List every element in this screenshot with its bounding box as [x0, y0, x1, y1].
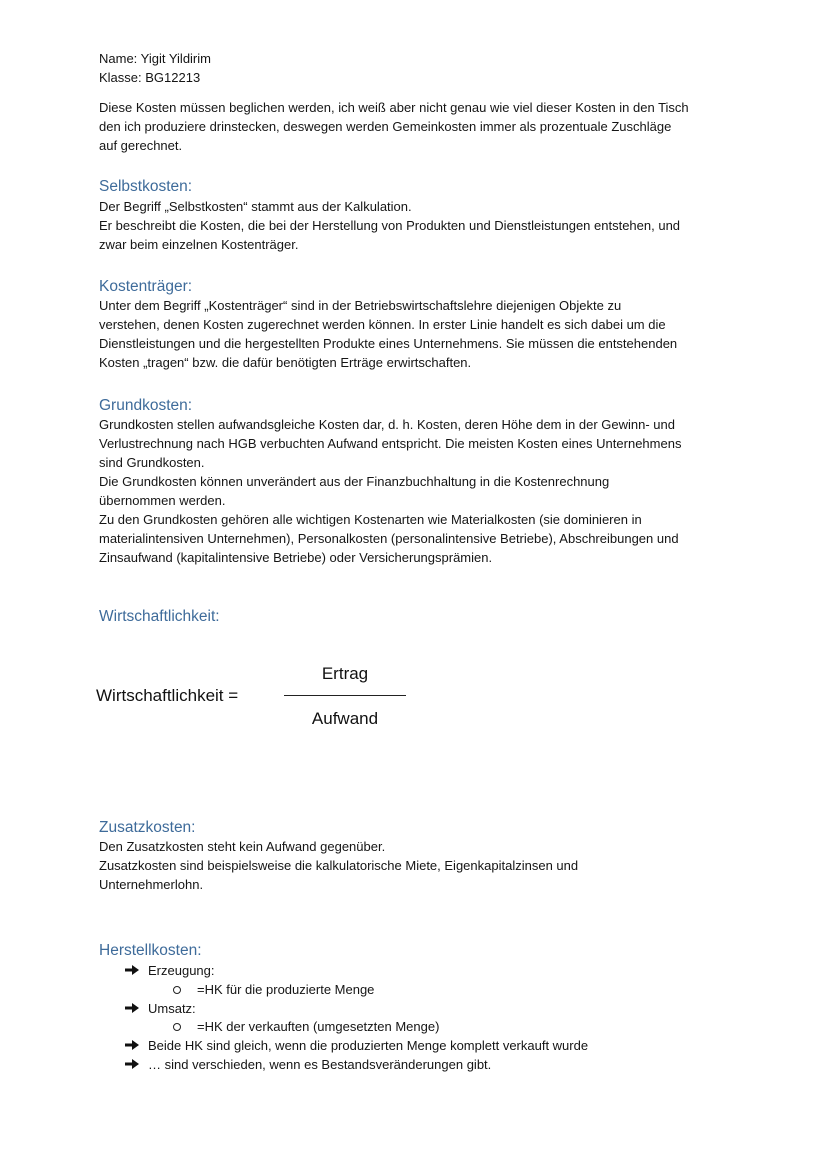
heading-wirtschaftlichkeit: Wirtschaftlichkeit:: [99, 608, 220, 625]
hollow-circle-icon: [173, 986, 181, 994]
list-item: Beide HK sind gleich, wenn die produzierten Menge komplett verkauft wurde: [148, 1038, 589, 1053]
student-name: Name: Yigit Yildirim: [99, 51, 211, 66]
fraction-bar: [284, 695, 406, 696]
right-arrow-icon: [124, 1002, 140, 1014]
formula-lhs: Wirtschaftlichkeit =: [96, 686, 239, 705]
heading-herstellkosten: Herstellkosten:: [99, 942, 202, 959]
grundkosten-line: übernommen werden.: [99, 493, 226, 508]
grundkosten-line: Grundkosten stellen aufwandsgleiche Kosten dar, d. h. Kosten, deren Höhe dem in der Gewinn- und: [99, 417, 675, 432]
intro-line: Diese Kosten müssen beglichen werden, ich weiß aber nicht genau wie viel dieser Kosten in den Tisch: [99, 100, 689, 115]
grundkosten-line: Zu den Grundkosten gehören alle wichtigen Kostenarten wie Materialkosten (sie dominieren in: [99, 512, 642, 527]
selbstkosten-line: Der Begriff „Selbstkosten“ stammt aus der Kalkulation.: [99, 199, 412, 214]
list-item: Umsatz:: [148, 1001, 196, 1016]
sub-list-item: =HK der verkauften (umgesetzten Menge): [197, 1019, 440, 1034]
grundkosten-line: Verlustrechnung nach HGB verbuchten Aufwand entspricht. Die meisten Kosten eines Unternehmens: [99, 436, 682, 451]
kostentraeger-line: Kosten „tragen“ bzw. die dafür benötigten Erträge erwirtschaften.: [99, 355, 472, 370]
intro-line: auf gerechnet.: [99, 138, 183, 153]
hollow-circle-icon: [173, 1023, 181, 1031]
list-item: Erzeugung:: [148, 963, 215, 978]
selbstkosten-line: Er beschreibt die Kosten, die bei der Herstellung von Produkten und Dienstleistungen entstehen, und: [99, 218, 681, 233]
heading-kostentraeger: Kostenträger:: [99, 278, 193, 295]
grundkosten-line: Die Grundkosten können unverändert aus der Finanzbuchhaltung in die Kostenrechnung: [99, 474, 610, 489]
zusatzkosten-line: Zusatzkosten sind beispielsweise die kalkulatorische Miete, Eigenkapitalzinsen und: [99, 858, 579, 873]
kostentraeger-line: verstehen, denen Kosten zugerechnet werden können. In erster Linie handelt es sich dabei um die: [99, 317, 666, 332]
heading-grundkosten: Grundkosten:: [99, 397, 193, 414]
formula-numerator: Ertrag: [321, 664, 369, 683]
kostentraeger-line: Unter dem Begriff „Kostenträger“ sind in der Betriebswirtschaftslehre diejenigen Objekte zu: [99, 298, 622, 313]
heading-selbstkosten: Selbstkosten:: [99, 178, 193, 195]
kostentraeger-line: Dienstleistungen und die hergestellten Produkte eines Unternehmens. Sie müssen die entstehenden: [99, 336, 678, 351]
formula-denominator: Aufwand: [311, 709, 379, 728]
grundkosten-line: Zinsaufwand (kapitalintensive Betriebe) oder Versicherungsprämien.: [99, 550, 493, 565]
right-arrow-icon: [124, 1039, 140, 1051]
heading-zusatzkosten: Zusatzkosten:: [99, 819, 196, 836]
list-item: … sind verschieden, wenn es Bestandsveränderungen gibt.: [148, 1057, 492, 1072]
selbstkosten-line: zwar beim einzelnen Kostenträger.: [99, 237, 299, 252]
grundkosten-line: materialintensiven Unternehmen), Personalkosten (personalintensive Betriebe), Abschreibungen und: [99, 531, 679, 546]
zusatzkosten-line: Unternehmerlohn.: [99, 877, 204, 892]
zusatzkosten-line: Den Zusatzkosten steht kein Aufwand gegenüber.: [99, 839, 386, 854]
right-arrow-icon: [124, 964, 140, 976]
student-class: Klasse: BG12213: [99, 70, 201, 85]
right-arrow-icon: [124, 1058, 140, 1070]
grundkosten-line: sind Grundkosten.: [99, 455, 205, 470]
sub-list-item: =HK für die produzierte Menge: [197, 982, 375, 997]
intro-line: den ich produziere drinstecken, deswegen werden Gemeinkosten immer als prozentuale Zuschläge: [99, 119, 672, 134]
